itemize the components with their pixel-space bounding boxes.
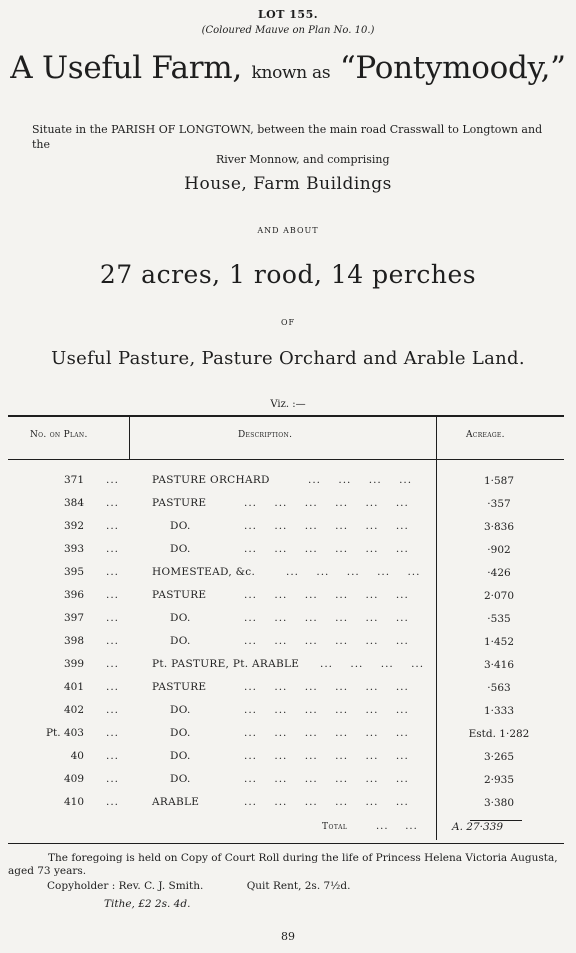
leader-dots: ... ... ... ... ... ... — [244, 727, 409, 739]
acreage: ·426 — [487, 567, 511, 579]
copyholder: Copyholder : Rev. C. J. Smith. — [47, 880, 204, 892]
area-heading: 27 acres, 1 rood, 14 perches — [99, 260, 477, 289]
copyholder-line — [47, 880, 350, 893]
description: DO. — [170, 543, 191, 555]
plan-number: 392 — [63, 520, 84, 532]
description: PASTURE ORCHARD — [152, 474, 270, 486]
acreage: ·563 — [487, 682, 511, 694]
leader-dots: ... ... ... ... ... ... — [244, 796, 409, 808]
leader-dots: ... — [106, 543, 120, 555]
description: PASTURE — [152, 497, 207, 509]
description: DO. — [170, 612, 191, 624]
table-row — [8, 631, 564, 654]
leader-dots: ... ... ... ... — [320, 658, 425, 670]
leader-dots: ... — [106, 750, 120, 762]
description: DO. — [170, 520, 191, 532]
table-row — [8, 585, 564, 608]
plan-note: (Coloured Mauve on Plan No. 10.) — [201, 25, 375, 36]
leader-dots: ... — [106, 497, 120, 509]
description: DO. — [170, 727, 191, 739]
column-divider-1 — [129, 417, 130, 459]
description: DO. — [170, 635, 191, 647]
acreage: 1·452 — [483, 636, 515, 648]
acreage: ·902 — [487, 544, 511, 556]
leader-dots: ... ... ... ... ... ... — [244, 520, 409, 532]
copyhold-note — [8, 852, 564, 878]
leader-dots: ... ... ... ... ... ... — [244, 589, 409, 601]
leader-dots: ... — [106, 773, 120, 785]
situation-line-2: River Monnow, and comprising — [216, 153, 390, 166]
tithe: Tithe, £2 2s. 4d. — [104, 898, 191, 910]
table-row — [8, 769, 564, 792]
description: PASTURE — [152, 589, 207, 601]
acreage: 3·416 — [483, 659, 515, 671]
leader-dots: ... — [106, 658, 120, 670]
description: PASTURE — [152, 681, 207, 693]
leader-dots: ... — [106, 520, 120, 532]
headline-farm: A Useful Farm, — [10, 50, 242, 86]
plan-number: 396 — [63, 589, 84, 601]
description: DO. — [170, 773, 191, 785]
acreage-table — [8, 415, 564, 840]
description: ARABLE — [152, 796, 200, 808]
plan-number: 410 — [63, 796, 84, 808]
headline-known-as: known as — [251, 63, 331, 83]
acreage: 3·380 — [483, 797, 515, 809]
plan-number: 40 — [70, 750, 84, 762]
description: DO. — [170, 704, 191, 716]
and-about-label: AND ABOUT — [257, 226, 319, 235]
leader-dots: ... ... ... ... — [308, 474, 413, 486]
description: Pt. PASTURE, Pt. ARABLE — [152, 658, 300, 670]
leader-dots: ... ... ... ... ... ... — [244, 773, 409, 785]
leader-dots: ... ... ... ... ... — [286, 566, 421, 578]
plan-number: 399 — [63, 658, 84, 670]
table-row — [8, 700, 564, 723]
page-title — [6, 50, 570, 86]
leader-dots: ... ... ... ... ... ... — [244, 612, 409, 624]
plan-number: 371 — [63, 474, 84, 486]
acreage: Estd. 1·282 — [468, 728, 530, 740]
table-row — [8, 723, 564, 746]
table-row — [8, 746, 564, 769]
table-header-rule — [8, 459, 564, 460]
leader-dots: ... ... ... ... ... ... — [244, 704, 409, 716]
table-row — [8, 608, 564, 631]
viz-label: Viz. :— — [270, 399, 306, 410]
table-row — [8, 792, 564, 815]
total-value: A. 27·339 — [452, 821, 503, 833]
description: DO. — [170, 750, 191, 762]
column-header-acreage: Acreage. — [466, 430, 505, 440]
leader-dots: ... — [106, 704, 120, 716]
table-body — [8, 470, 564, 815]
situation-text — [30, 122, 546, 167]
description: HOMESTEAD, &c. — [152, 566, 256, 578]
table-row — [8, 677, 564, 700]
leader-dots: ... — [106, 796, 120, 808]
buildings-heading: House, Farm Buildings — [184, 174, 392, 194]
leader-dots: ... ... ... ... ... ... — [244, 543, 409, 555]
leader-dots: ... ... ... ... ... ... — [244, 750, 409, 762]
plan-number: 384 — [63, 497, 84, 509]
leader-dots: ... — [106, 635, 120, 647]
acreage: 1·333 — [483, 705, 515, 717]
leader-dots: ... ... ... ... ... ... — [244, 635, 409, 647]
leader-dots: ... ... ... ... ... ... — [244, 497, 409, 509]
plan-number: 402 — [63, 704, 84, 716]
column-header-description: Description. — [238, 430, 293, 440]
acreage: 3·836 — [483, 521, 515, 533]
table-row — [8, 516, 564, 539]
situation-line-1: Situate in the PARISH OF LONGTOWN, between the main road Crasswall to Longtown and the — [32, 123, 543, 151]
acreage: 2·070 — [483, 590, 515, 602]
leader-dots: ... — [106, 681, 120, 693]
table-row — [8, 470, 564, 493]
plan-number: Pt. 403 — [45, 727, 84, 739]
acreage: 3·265 — [483, 751, 515, 763]
total-row — [8, 820, 564, 840]
leader-dots: ... — [106, 566, 120, 578]
acreage: 2·935 — [483, 774, 515, 786]
leader-dots: ... — [106, 474, 120, 486]
column-header-no: No. on Plan. — [30, 430, 88, 440]
plan-number: 401 — [63, 681, 84, 693]
table-top-rule — [8, 415, 564, 417]
leader-dots: ... — [106, 589, 120, 601]
acreage: ·535 — [487, 613, 511, 625]
leader-dots: ... ... ... ... ... ... — [244, 681, 409, 693]
copyhold-line-1: The foregoing is held on Copy of Court Roll during the life of Princess Helena Victoria Augusta, — [48, 852, 558, 864]
acreage: 1·587 — [483, 475, 515, 487]
footer-rule — [8, 843, 564, 844]
leader-dots: ... ... — [376, 821, 418, 832]
headline-name: “Pontymoody,” — [339, 50, 566, 86]
lot-number: LOT 155. — [257, 8, 319, 21]
plan-number: 397 — [63, 612, 84, 624]
of-label: OF — [280, 318, 296, 327]
quit-rent: Quit Rent, 2s. 7½d. — [246, 880, 351, 892]
plan-number: 393 — [63, 543, 84, 555]
leader-dots: ... — [106, 612, 120, 624]
table-row — [8, 539, 564, 562]
plan-number: 395 — [63, 566, 84, 578]
copyhold-line-2: aged 73 years. — [8, 865, 87, 877]
plan-number: 398 — [63, 635, 84, 647]
leader-dots: ... — [106, 727, 120, 739]
land-heading: Useful Pasture, Pasture Orchard and Arable Land. — [51, 348, 525, 369]
page-number: 89 — [281, 930, 295, 943]
table-row — [8, 562, 564, 585]
total-label: Total — [322, 822, 348, 832]
table-row — [8, 654, 564, 677]
acreage: ·357 — [487, 498, 511, 510]
table-row — [8, 493, 564, 516]
plan-number: 409 — [63, 773, 84, 785]
